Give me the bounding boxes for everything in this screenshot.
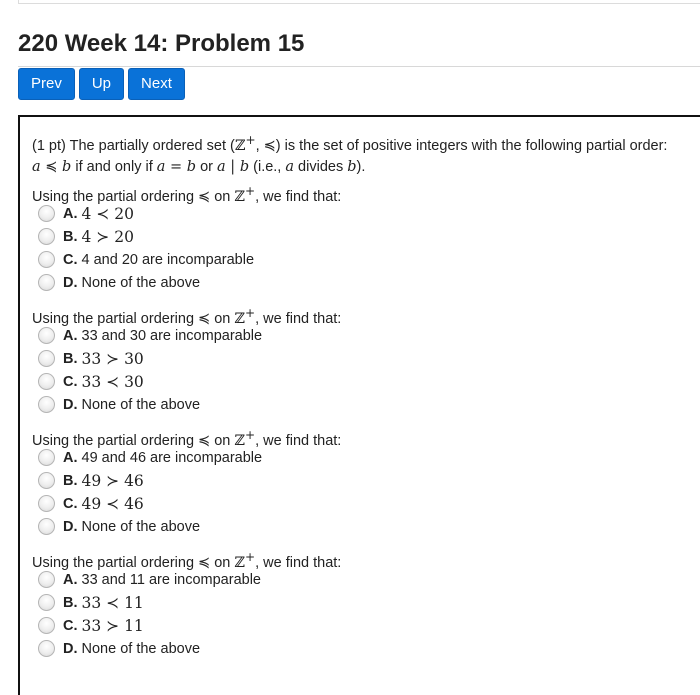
or-text: or: [196, 158, 218, 175]
problem-nav: [18, 68, 185, 100]
option-letter: D.: [63, 274, 78, 291]
option-letter: D.: [63, 396, 78, 413]
option-letter: A.: [63, 205, 78, 222]
question-4: [32, 546, 692, 660]
iff-text: if and only if: [71, 158, 157, 175]
set-plus: +: [244, 306, 256, 320]
preceq-symbol: ≼: [40, 158, 63, 175]
intro-text: The partially ordered set (: [69, 137, 235, 154]
problem-intro: [32, 130, 700, 178]
option-c[interactable]: [38, 614, 692, 637]
radio-button[interactable]: [38, 472, 55, 489]
set-symbol: ℤ: [234, 554, 245, 571]
prompt-text-2: , we find that:: [255, 554, 342, 571]
prompt-text: Using the partial ordering ≼ on: [32, 554, 235, 571]
intro-text-2: , ≼) is the set of positive integers with the following partial order:: [255, 137, 668, 154]
set-symbol: ℤ: [234, 432, 245, 449]
option-letter: D.: [63, 518, 78, 535]
radio-button[interactable]: [38, 396, 55, 413]
var-a: a: [285, 158, 295, 175]
question-prompt: [32, 180, 692, 205]
ie-text: (i.e.,: [249, 158, 286, 175]
radio-button[interactable]: [38, 518, 55, 535]
option-b[interactable]: [38, 469, 692, 492]
option-a[interactable]: [38, 568, 692, 591]
next-button[interactable]: Next: [128, 68, 185, 100]
option-letter: B.: [63, 472, 78, 489]
option-d[interactable]: [38, 393, 692, 416]
radio-button[interactable]: [38, 617, 55, 634]
option-letter: C.: [63, 617, 78, 634]
var-a: a: [217, 158, 226, 175]
option-c[interactable]: [38, 248, 692, 271]
var-b: b: [347, 158, 357, 175]
up-button[interactable]: Up: [79, 68, 124, 100]
option-letter: B.: [63, 350, 78, 367]
set-plus: +: [244, 428, 256, 442]
prompt-text-2: , we find that:: [255, 188, 342, 205]
question-2: [32, 302, 692, 416]
var-b: b: [62, 158, 72, 175]
radio-button[interactable]: [38, 350, 55, 367]
var-b: b: [239, 158, 250, 175]
option-text: 33 ≺ 11: [81, 593, 144, 612]
option-text: 33 ≻ 30: [81, 349, 144, 368]
radio-button[interactable]: [38, 594, 55, 611]
option-letter: D.: [63, 640, 78, 657]
radio-button[interactable]: [38, 251, 55, 268]
radio-button[interactable]: [38, 495, 55, 512]
prompt-text-2: , we find that:: [255, 310, 342, 327]
option-letter: A.: [63, 327, 78, 344]
equals-symbol: =: [165, 158, 187, 175]
option-text: None of the above: [81, 396, 201, 413]
option-letter: C.: [63, 373, 78, 390]
prompt-text: Using the partial ordering ≼ on: [32, 310, 235, 327]
option-c[interactable]: [38, 370, 692, 393]
option-text: None of the above: [81, 518, 201, 535]
points-label: (1 pt): [32, 137, 66, 154]
option-text: 33 ≺ 30: [81, 372, 144, 391]
option-c[interactable]: [38, 492, 692, 515]
option-b[interactable]: [38, 591, 692, 614]
option-a[interactable]: [38, 324, 692, 347]
option-text: 4 ≺ 20: [81, 204, 134, 223]
prompt-text: Using the partial ordering ≼ on: [32, 188, 235, 205]
radio-button[interactable]: [38, 373, 55, 390]
option-letter: A.: [63, 449, 78, 466]
option-a[interactable]: [38, 446, 692, 469]
var-a: a: [156, 158, 166, 175]
radio-button[interactable]: [38, 449, 55, 466]
var-a: a: [32, 158, 41, 175]
option-text: None of the above: [81, 274, 201, 291]
title-divider: [18, 66, 700, 67]
question-1: [32, 180, 692, 294]
option-text: 4 and 20 are incomparable: [81, 251, 255, 268]
option-text: None of the above: [81, 640, 201, 657]
set-symbol: ℤ: [234, 310, 245, 327]
option-d[interactable]: [38, 515, 692, 538]
option-b[interactable]: [38, 347, 692, 370]
option-a[interactable]: [38, 202, 692, 225]
ie-close: ).: [356, 158, 366, 175]
question-prompt: [32, 424, 692, 449]
option-letter: B.: [63, 228, 78, 245]
option-letter: B.: [63, 594, 78, 611]
prompt-text: Using the partial ordering ≼ on: [32, 432, 235, 449]
option-text: 33 ≻ 11: [81, 616, 144, 635]
set-symbol: ℤ: [234, 188, 245, 205]
option-d[interactable]: [38, 271, 692, 294]
radio-button[interactable]: [38, 571, 55, 588]
divides-text: divides: [294, 158, 348, 175]
option-letter: C.: [63, 495, 78, 512]
option-text: 4 ≻ 20: [81, 227, 134, 246]
radio-button[interactable]: [38, 274, 55, 291]
option-letter: A.: [63, 571, 78, 588]
radio-button[interactable]: [38, 327, 55, 344]
prev-button[interactable]: Prev: [18, 68, 75, 100]
radio-button[interactable]: [38, 205, 55, 222]
option-text: 49 ≺ 46: [81, 494, 144, 513]
prompt-text-2: , we find that:: [255, 432, 342, 449]
set-symbol: ℤ: [234, 137, 246, 154]
option-text: 33 and 30 are incomparable: [81, 327, 263, 344]
set-plus: +: [244, 550, 256, 564]
page-title: 220 Week 14: Problem 15: [18, 30, 305, 57]
set-plus: +: [244, 184, 256, 198]
option-b[interactable]: [38, 225, 692, 248]
option-d[interactable]: [38, 637, 692, 660]
question-prompt: [32, 302, 692, 327]
top-divider: [18, 0, 700, 4]
question-prompt: [32, 546, 692, 571]
divides-symbol: |: [225, 158, 240, 175]
var-b: b: [186, 158, 197, 175]
radio-button[interactable]: [38, 640, 55, 657]
option-text: 49 ≻ 46: [81, 471, 144, 490]
question-3: [32, 424, 692, 538]
set-plus: +: [245, 133, 256, 147]
option-text: 49 and 46 are incomparable: [81, 449, 263, 466]
option-letter: C.: [63, 251, 78, 268]
option-text: 33 and 11 are incomparable: [81, 571, 261, 588]
radio-button[interactable]: [38, 228, 55, 245]
